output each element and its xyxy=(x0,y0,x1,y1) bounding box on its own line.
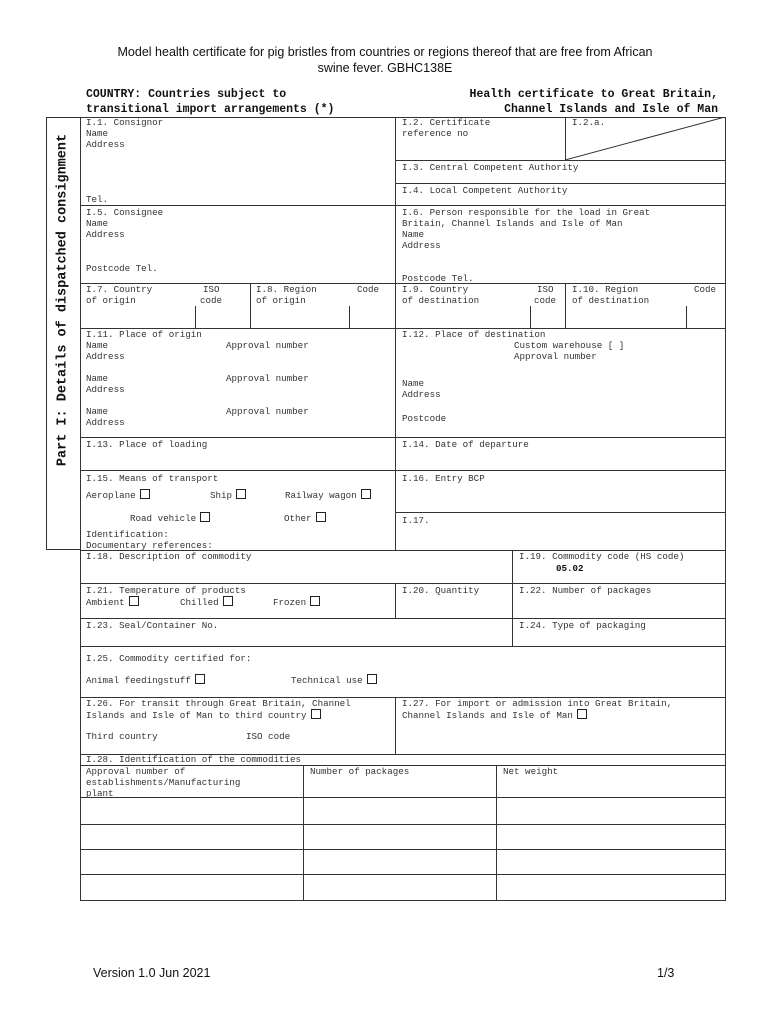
destination-iso-label: ISO xyxy=(537,284,554,295)
place-origin-name-1: Name xyxy=(86,340,109,351)
country-origin-label: I.7. Country xyxy=(86,284,153,295)
chilled-checkbox[interactable] xyxy=(223,596,233,606)
third-country-label: Third country xyxy=(86,731,158,742)
person-responsible-name-label: Name xyxy=(402,229,425,240)
region-destination-label: I.10. Region xyxy=(572,284,639,295)
identification-label: Identification: xyxy=(86,529,169,540)
certified-for-label: I.25. Commodity certified for: xyxy=(86,653,252,664)
place-origin-approval-2: Approval number xyxy=(226,373,309,384)
place-origin-approval-1: Approval number xyxy=(226,340,309,351)
region-origin-code-label: Code xyxy=(357,284,380,295)
region-origin-label: I.8. Region xyxy=(256,284,317,295)
person-responsible-label: I.6. Person responsible for the load in Great xyxy=(402,207,651,218)
import-label: I.27. For import or admission into Great Britain, xyxy=(402,698,673,709)
consignor-name-label: Name xyxy=(86,128,109,139)
commodity-code-label: I.19. Commodity code (HS code) xyxy=(519,551,685,562)
page-title-line2: swine fever. GBHC138E xyxy=(317,61,453,75)
quantity-label: I.20. Quantity xyxy=(402,585,480,596)
frozen-option[interactable] xyxy=(273,596,320,608)
certificate-reference-label: I.2. Certificate xyxy=(402,117,491,128)
aeroplane-label: Aeroplane xyxy=(86,490,136,501)
destination-iso-label-2: code xyxy=(534,295,557,306)
import-checkbox[interactable] xyxy=(577,709,587,719)
chilled-option[interactable] xyxy=(180,596,233,608)
import-label-2: Channel Islands and Isle of Man xyxy=(402,710,573,721)
consignor-label: I.1. Consignor xyxy=(86,117,164,128)
page-title-line1: Model health certificate for pig bristles from countries or regions thereof that are free from African xyxy=(117,45,653,59)
region-destination-label-2: of destination xyxy=(572,295,650,306)
description-commodity-label: I.18. Description of commodity xyxy=(86,551,252,562)
certificate-2a-label: I.2.a. xyxy=(572,117,606,128)
technical-use-label: Technical use xyxy=(291,675,363,686)
country-heading-line2: transitional import arrangements (*) xyxy=(86,103,335,116)
place-origin-name-2: Name xyxy=(86,373,109,384)
origin-iso-label-2: code xyxy=(200,295,223,306)
road-vehicle-label: Road vehicle xyxy=(130,513,197,524)
transit-option[interactable] xyxy=(86,709,321,721)
custom-warehouse-label: Custom warehouse [ ] xyxy=(514,340,625,351)
technical-use-option[interactable] xyxy=(291,674,377,686)
place-origin-address-3: Address xyxy=(86,417,125,428)
frozen-label: Frozen xyxy=(273,597,307,608)
consignee-name-label: Name xyxy=(86,218,109,229)
person-responsible-postcode-label: Postcode Tel. xyxy=(402,273,474,284)
other-option[interactable] xyxy=(284,512,326,524)
table-header-packages: Number of packages xyxy=(310,766,410,777)
destination-address-label: Address xyxy=(402,389,441,400)
animal-feedingstuff-option[interactable] xyxy=(86,674,205,686)
place-origin-approval-3: Approval number xyxy=(226,406,309,417)
footer-page-number: 1/3 xyxy=(657,966,675,980)
origin-iso-label: ISO xyxy=(203,284,220,295)
footer-version: Version 1.0 Jun 2021 xyxy=(93,966,211,980)
place-origin-name-3: Name xyxy=(86,406,109,417)
certificate-heading-line1: Health certificate to Great Britain, xyxy=(469,88,718,101)
certificate-reference-label-2: reference no xyxy=(402,128,469,139)
other-label: Other xyxy=(284,513,312,524)
other-checkbox[interactable] xyxy=(316,512,326,522)
region-destination-code-label: Code xyxy=(694,284,717,295)
number-packages-label: I.22. Number of packages xyxy=(519,585,652,596)
transit-label-2: Islands and Isle of Man to third country xyxy=(86,710,307,721)
road-vehicle-option[interactable] xyxy=(130,512,210,524)
date-departure-label: I.14. Date of departure xyxy=(402,439,529,450)
animal-feedingstuff-label: Animal feedingstuff xyxy=(86,675,191,686)
chilled-label: Chilled xyxy=(180,597,219,608)
part-one-side-label: Part I: Details of dispatched consignment xyxy=(55,133,71,467)
type-packaging-label: I.24. Type of packaging xyxy=(519,620,646,631)
country-destination-label-2: of destination xyxy=(402,295,480,306)
transit-label: I.26. For transit through Great Britain, Channel xyxy=(86,698,351,709)
entry-bcp-label: I.16. Entry BCP xyxy=(402,473,485,484)
country-origin-label-2: of origin xyxy=(86,295,136,306)
identification-commodities-label: I.28. Identification of the commodities xyxy=(86,754,302,765)
certificate-heading-line2: Channel Islands and Isle of Man xyxy=(504,103,718,116)
commodity-code-value: 05.02 xyxy=(556,563,584,574)
means-transport-label: I.15. Means of transport xyxy=(86,473,219,484)
destination-approval-label: Approval number xyxy=(514,351,597,362)
destination-name-label: Name xyxy=(402,378,425,389)
place-loading-label: I.13. Place of loading xyxy=(86,439,208,450)
region-origin-label-2: of origin xyxy=(256,295,306,306)
table-header-approval-3: plant xyxy=(86,788,114,799)
import-option[interactable] xyxy=(402,709,587,721)
seal-container-label: I.23. Seal/Container No. xyxy=(86,620,219,631)
iso-code-label: ISO code xyxy=(246,731,291,742)
animal-feedingstuff-checkbox[interactable] xyxy=(195,674,205,684)
country-heading-line1: COUNTRY: Countries subject to xyxy=(86,88,287,101)
road-vehicle-checkbox[interactable] xyxy=(200,512,210,522)
central-authority-label: I.3. Central Competent Authority xyxy=(402,162,579,173)
place-origin-address-1: Address xyxy=(86,351,125,362)
person-responsible-label-2: Britain, Channel Islands and Isle of Man xyxy=(402,218,623,229)
transit-checkbox[interactable] xyxy=(311,709,321,719)
person-responsible-address-label: Address xyxy=(402,240,441,251)
table-header-net-weight: Net weight xyxy=(503,766,559,777)
technical-use-checkbox[interactable] xyxy=(367,674,377,684)
ambient-checkbox[interactable] xyxy=(129,596,139,606)
documentary-references-label: Documentary references: xyxy=(86,540,213,551)
frozen-checkbox[interactable] xyxy=(310,596,320,606)
ship-option[interactable] xyxy=(210,489,246,501)
place-destination-label: I.12. Place of destination xyxy=(402,329,546,340)
place-origin-address-2: Address xyxy=(86,384,125,395)
aeroplane-option[interactable] xyxy=(86,489,150,501)
destination-postcode-label: Postcode xyxy=(402,413,447,424)
ship-checkbox[interactable] xyxy=(236,489,246,499)
consignor-address-label: Address xyxy=(86,139,125,150)
aeroplane-checkbox[interactable] xyxy=(140,489,150,499)
ambient-option[interactable] xyxy=(86,596,139,608)
place-origin-label: I.11. Place of origin xyxy=(86,329,202,340)
ship-label: Ship xyxy=(210,490,233,501)
ambient-label: Ambient xyxy=(86,597,125,608)
table-header-approval-2: establishments/Manufacturing xyxy=(86,777,241,788)
field-17-label: I.17. xyxy=(402,515,430,526)
consignor-tel-label: Tel. xyxy=(86,194,109,205)
table-header-approval: Approval number of xyxy=(86,766,186,777)
railway-wagon-checkbox[interactable] xyxy=(361,489,371,499)
railway-wagon-label: Railway wagon xyxy=(285,490,357,501)
consignee-label: I.5. Consignee xyxy=(86,207,164,218)
consignee-postcode-label: Postcode Tel. xyxy=(86,263,158,274)
consignee-address-label: Address xyxy=(86,229,125,240)
railway-wagon-option[interactable] xyxy=(285,489,371,501)
country-destination-label: I.9. Country xyxy=(402,284,469,295)
temperature-label: I.21. Temperature of products xyxy=(86,585,246,596)
local-authority-label: I.4. Local Competent Authority xyxy=(402,185,568,196)
